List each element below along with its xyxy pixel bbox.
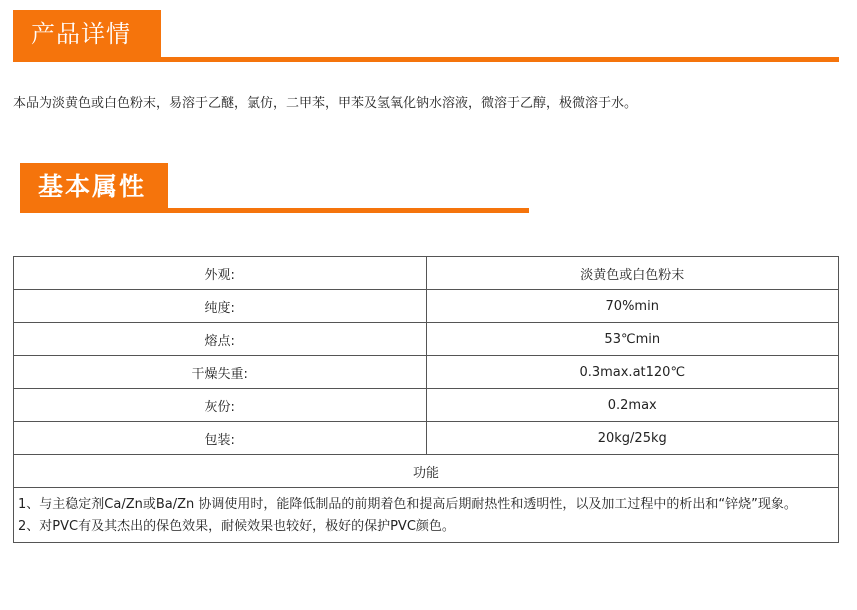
section-title: 基本属性 [20, 163, 168, 211]
property-value: 淡黄色或白色粉末 [426, 257, 839, 290]
property-value: 0.3max.at120℃ [426, 356, 839, 389]
property-label: 纯度: [14, 290, 427, 323]
function-line-2: 2、对PVC有及其杰出的保色效果，耐候效果也较好，极好的保护PVC颜色。 [18, 519, 455, 534]
property-label: 外观: [14, 257, 427, 290]
divider [20, 208, 529, 213]
property-value: 70%min [426, 290, 839, 323]
product-details-header [13, 10, 839, 64]
function-title: 功能 [14, 455, 839, 488]
property-label: 灰份: [14, 389, 427, 422]
section-title: 产品详情 [13, 10, 161, 58]
product-description: 本品为淡黄色或白色粉末，易溶于乙醚，氯仿，二甲苯，甲苯及氢氧化钠水溶液，微溶于乙醇，极微溶于水。 [13, 96, 638, 111]
function-description [14, 488, 839, 543]
table-row [14, 290, 839, 323]
property-value: 20kg/25kg [426, 422, 839, 455]
table-row [14, 455, 839, 488]
property-label: 熔点: [14, 323, 427, 356]
basic-properties-header [20, 163, 529, 215]
table-row [14, 257, 839, 290]
table-row [14, 488, 839, 543]
property-value: 53℃min [426, 323, 839, 356]
function-line-1: 1、与主稳定剂Ca/Zn或Ba/Zn 协调使用时，能降低制品的前期着色和提高后期耐热性和透明性，以及加工过程中的析出和“锌烧”现象。 [18, 497, 797, 512]
divider [13, 57, 839, 62]
property-label: 包装: [14, 422, 427, 455]
property-value: 0.2max [426, 389, 839, 422]
table-row [14, 356, 839, 389]
table-row [14, 422, 839, 455]
property-label: 干燥失重: [14, 356, 427, 389]
properties-table [13, 256, 839, 543]
table-row [14, 323, 839, 356]
table-row [14, 389, 839, 422]
